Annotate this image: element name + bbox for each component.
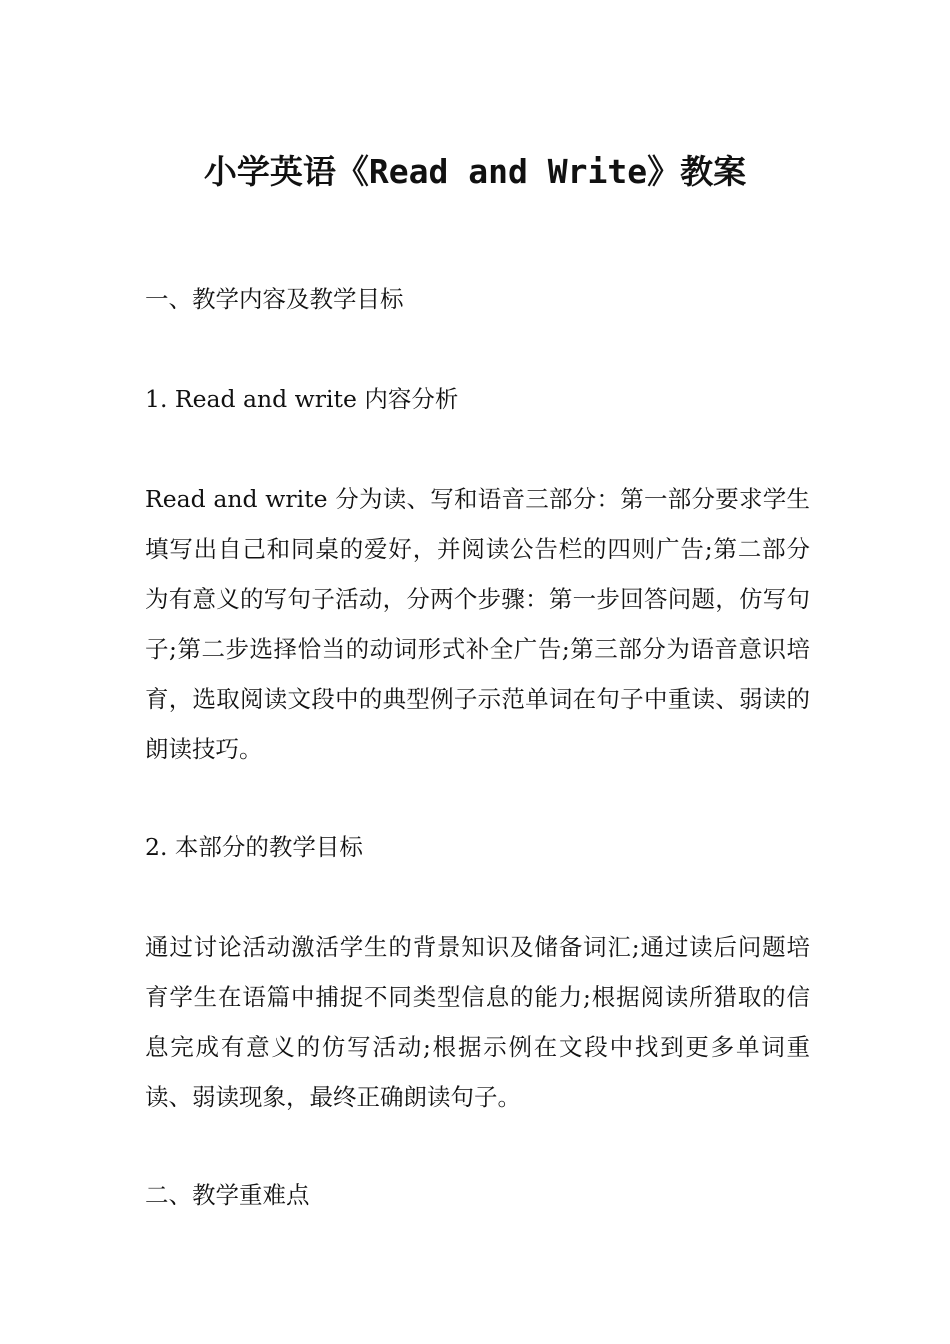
paragraph-content-analysis: Read and write 分为读、写和语音三部分：第一部分要求学生填写出自己和同桌的爱好，并阅读公告栏的四则广告;第二部分为有意义的写句子活动，分两个步骤：第一步回答问题，仿写句子;第二步选择恰当的动词形式补全广告;第三部分为语音意识培育，选取阅读文段中的典型例子示范单词在句子中重读、弱读的朗读技巧。 [145, 485, 810, 763]
section-heading-1: 一、教学内容及教学目标 [145, 285, 404, 313]
subsection-heading-1-1: 1. Read and write 内容分析 [145, 385, 459, 413]
document-title: 小学英语《Read and Write》教案 [203, 152, 747, 192]
paragraph-teaching-goals: 通过讨论活动激活学生的背景知识及储备词汇;通过读后问题培育学生在语篇中捕捉不同类型信息的能力;根据阅读所猎取的信息完成有意义的仿写活动;根据示例在文段中找到更多单词重读、弱读现象，最终正确朗读句子。 [145, 933, 810, 1111]
subsection-heading-1-2: 2. 本部分的教学目标 [145, 833, 363, 861]
section-heading-2: 二、教学重难点 [145, 1181, 310, 1209]
